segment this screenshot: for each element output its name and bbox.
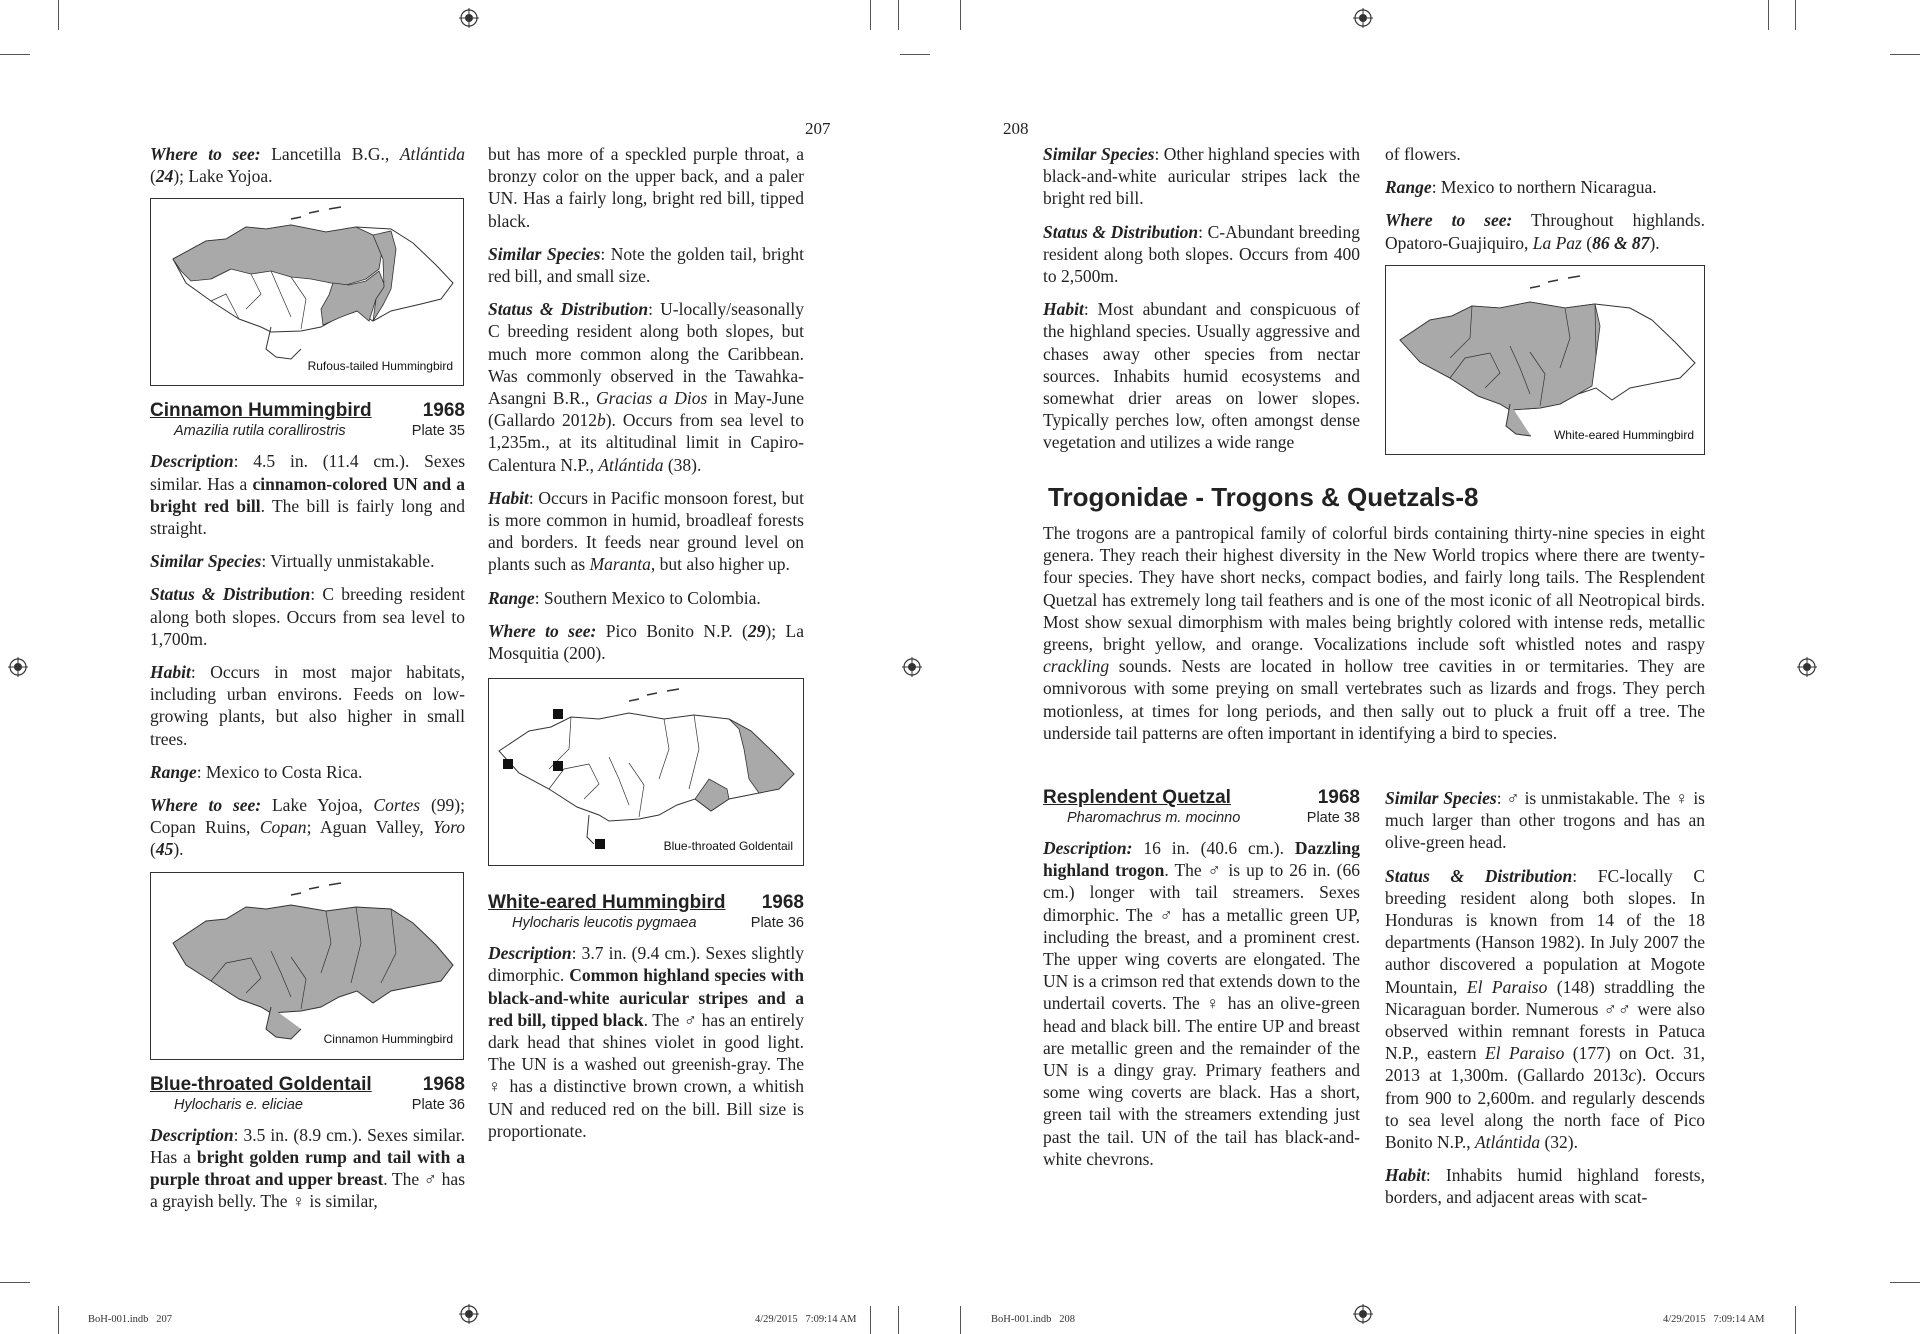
species-name: Blue-throated Goldentail [150,1073,372,1095]
page-number: 208 [1003,119,1029,138]
crop-mark [1795,0,1796,30]
goldentail-description: Description: 3.5 in. (8.9 cm.). Sexes similar. Has a bright golden rump and tail with a purple throat and upper breast. The ♂ has a grayish belly. The ♀ is similar, [150,1124,466,1212]
quetzal-description: Description: 16 in. (40.6 cm.). Dazzling highland trogon. The ♂ is up to 26 in. (66 cm.) longer with tail streamers. Sexes dimorphic. The ♂ has a metallic green UP, including the breast, and a prominent crest. The upper wing coverts are elongated. The UN is a crimson red that extends down to the undertail coverts. The ♀ has an olive-green head and black bill. The entire UP and breast are metallic green and the remainder of the UN is a dingy gray. Primary feathers and some wing coverts are black. Has a short, green tail with the streamers extending just past the tail. UN of the tail has black-and-white chevrons. [1043,838,1360,1169]
crop-mark [960,1306,961,1334]
white-eared-status: Status & Distribution: C-Abundant breeding resident along both slopes. Occurs from 400 to 2,500m. [1043,221,1360,287]
species-year: 1968 [422,400,465,422]
species-header-goldentail [150,1074,465,1114]
goldentail-status: Status & Distribution: U-locally/seasonally C breeding resident along both slopes, but much more common along the Caribbean. Was commonly observed in the Tawahka-Asangni B.R., Gracias a Dios in May-June (Gallardo 2012b). Occurs from sea level to 1,235m., at its altitudinal limit in Capiro-Calentura N.P., Atlántida (38). [488,299,804,475]
distribution-map-white-eared [1385,265,1705,455]
scientific-name: Amazilia rutila corallirostris [174,423,346,440]
species-name: Cinnamon Hummingbird [150,400,372,422]
map-caption: Rufous-tailed Hummingbird [307,359,453,374]
quetzal-status: Status & Distribution: FC-locally C breeding resident along both slopes. In Honduras is known from 14 of the 18 departments (Hanson 1982). In July 2007 the author discovered a population at Mogote Mountain, El Paraiso (148) straddling the Nicaraguan border. Numerous ♂♂ were also observed within remnant forests in Patuca N.P., eastern El Paraiso (177) on Oct. 31, 2013 at 1,300m. (Gallardo 2013c). Occurs from 900 to 2,600m. and regularly descends to sea level along the north face of Pico Bonito N.P., Atlántida (32). [1385,865,1706,1153]
distribution-map-goldentail [488,678,804,866]
goldentail-similar-species: Similar Species: Note the golden tail, bright red bill, and small size. [488,243,804,287]
crop-mark [900,54,930,55]
white-eared-range: Range: Mexico to northern Nicaragua. [1385,177,1657,198]
cinnamon-similar-species: Similar Species: Virtually unmistakable. [150,551,435,572]
right-page-column-1 [1043,143,1360,465]
goldentail-where-to-see: Where to see: Pico Bonito N.P. (29); La Mosquitia (200). [488,620,804,664]
left-page-column-1 [150,143,465,1223]
plate-ref: Plate 36 [411,1096,465,1113]
right-page-column-3 [1043,787,1360,1181]
crop-mark [1890,54,1920,55]
white-eared-where-to-see: Where to see: Throughout highlands. Opatoro-Guajiquiro, La Paz (86 & 87). [1385,210,1705,253]
cinnamon-range: Range: Mexico to Costa Rica. [150,761,363,782]
registration-mark-icon [8,657,28,677]
registration-mark-icon [1353,8,1373,28]
crop-mark [0,54,30,55]
crop-mark [870,0,871,30]
crop-mark [1795,1306,1796,1334]
species-year: 1968 [761,892,804,914]
right-page-column-4 [1385,787,1705,1220]
goldentail-range: Range: Southern Mexico to Colombia. [488,587,761,608]
distribution-map-cinnamon [150,872,464,1060]
crop-mark [898,1306,899,1334]
plate-ref: Plate 36 [750,915,804,932]
goldentail-description-cont: but has more of a speckled purple throat, a bronzy color on the upper back, and a paler UN. Has a fairly long, bright red bill, tipped black. [488,144,804,231]
species-header-cinnamon [150,400,465,440]
crop-mark [58,0,59,30]
crop-mark [58,1306,59,1334]
registration-mark-icon [459,8,479,28]
rufous-where-to-see: Where to see: Lancetilla B.G., Atlántida (24); Lake Yojoa. [150,144,465,187]
registration-mark-icon [459,1304,479,1324]
left-page-column-2 [488,143,804,1153]
species-year: 1968 [422,1073,465,1095]
plate-ref: Plate 35 [411,423,465,440]
plate-ref: Plate 38 [1306,810,1360,826]
footer-date-left: 4/29/2015 7:09:14 AM [755,1314,857,1325]
map-caption: Cinnamon Hummingbird [323,1032,453,1047]
white-eared-habit: Habit: Most abundant and conspicuous of the highland species. Usually aggressive and chases away other species from nectar sources. Inhabits humid ecosystems and somewhat drier areas on lower slopes. Typically perches low, often amongst dense vegetation and utilizes a wide range [1043,299,1360,453]
registration-mark-icon [902,657,922,677]
cinnamon-status: Status & Distribution: C breeding resident along both slopes. Occurs from sea level to 1,700m. [150,584,465,649]
cinnamon-habit: Habit: Occurs in most major habitats, including urban environs. Feeds on low-growing plants, but also higher in small trees. [150,662,465,749]
map-caption: Blue-throated Goldentail [663,839,793,854]
crop-mark [960,0,961,30]
species-year: 1968 [1317,787,1360,808]
scientific-name: Hylocharis leucotis pygmaea [512,915,697,932]
cinnamon-description: Description: 4.5 in. (11.4 cm.). Sexes similar. Has a cinnamon-colored UN and a bright red bill. The bill is fairly long and straight. [150,451,465,539]
goldentail-habit: Habit: Occurs in Pacific monsoon forest, but is more common in humid, broadleaf forests and borders. It feeds near ground level on plants such as Maranta, but also higher up. [488,487,804,575]
footer-file-right: BoH-001.indb 208 [991,1314,1075,1325]
map-caption: White-eared Hummingbird [1553,427,1694,442]
footer-file-left: BoH-001.indb 207 [88,1314,172,1325]
scientific-name: Hylocharis e. eliciae [174,1096,303,1113]
family-title: Trogonidae - Trogons & Quetzals-8 [1048,482,1479,512]
species-header-white-eared [488,892,804,932]
footer-date-right: 4/29/2015 7:09:14 AM [1663,1314,1765,1325]
crop-mark [1890,1282,1920,1283]
species-name: White-eared Hummingbird [488,892,726,914]
quetzal-habit: Habit: Inhabits humid highland forests, borders, and adjacent areas with scat- [1385,1165,1705,1208]
crop-mark [898,0,899,30]
crop-mark [1768,0,1769,30]
registration-mark-icon [1797,657,1817,677]
crop-mark [0,1282,30,1283]
family-intro: The trogons are a pantropical family of colorful birds containing thirty-nine species in eight genera. They reach their highest diversity in the New World tropics where there are twenty-four species. They have short necks, compact bodies, and fairly long tails. The Resplendent Quetzal has extremely long tail feathers and is one of the most iconic of all Neotropical birds. Most show sexual dimorphism with males being brightly colored with intense reds, metallic greens, bright yellow, and orange. Vocalizations include soft whistled notes and raspy crackling sounds. Nests are located in hollow tree cavities in or termitaries. They are omnivorous with some preying on small vertebrates such as lizards and frogs. They perch motionless, at times for long periods, and then sally out to pluck a fruit off a tree. The underside tail patterns are often important in identifying a bird to species. [1043,523,1705,743]
distribution-map-rufous [150,198,464,386]
quetzal-similar-species: Similar Species: ♂ is unmistakable. The ♀ is much larger than other trogons and has an olive-green head. [1385,788,1705,853]
page-number: 207 [805,119,831,138]
white-eared-habit-end: of flowers. [1385,144,1461,164]
white-eared-description: Description: 3.7 in. (9.4 cm.). Sexes slightly dimorphic. Common highland species with black-and-white auricular stripes and a red bill, tipped black. The ♂ has an entirely dark head that shines violet in good light. The UN is a washed out greenish-gray. The ♀ has a distinctive brown crown, a whitish UN and reduced red on the bill. Bill size is proportionate. [488,943,804,1141]
species-header-quetzal [1043,787,1360,827]
cinnamon-where-to-see: Where to see: Lake Yojoa, Cortes (99); Copan Ruins, Copan; Aguan Valley, Yoro (45). [150,795,465,860]
crop-mark [870,1306,871,1334]
scientific-name: Pharomachrus m. mocinno [1067,810,1241,826]
right-page-column-2 [1385,143,1705,469]
species-name: Resplendent Quetzal [1043,787,1231,808]
registration-mark-icon [1353,1304,1373,1324]
white-eared-similar-species: Similar Species: Other highland species with black-and-white auricular stripes lack the bright red bill. [1043,144,1360,209]
